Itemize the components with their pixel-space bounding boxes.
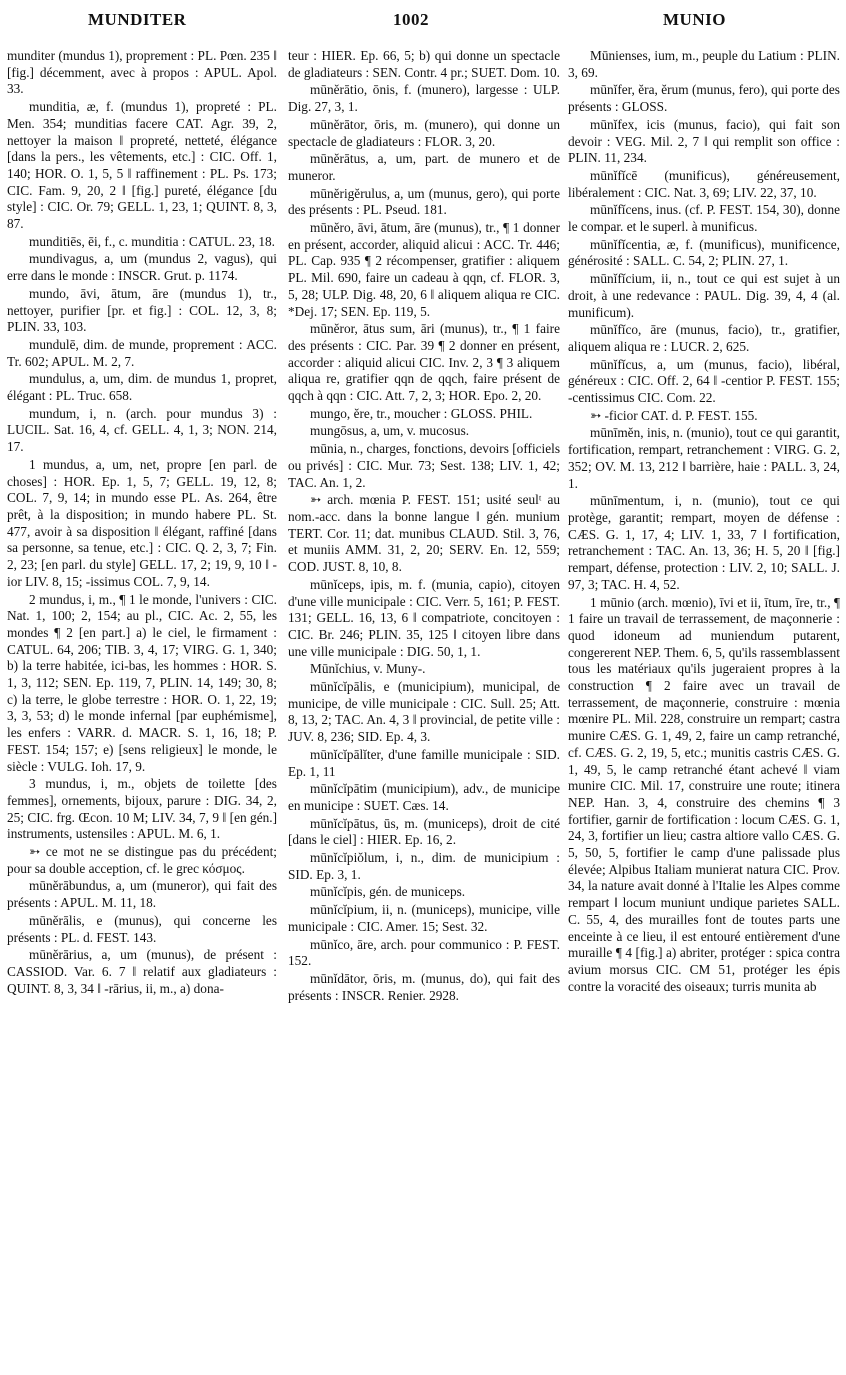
dict-entry-continued: teur : HIER. Ep. 66, 5; b) qui donne un spectacle de gladiateurs : SEN. Contr. 4 pr.; SUET. Dom. 10. bbox=[288, 48, 560, 80]
dict-entry: mūnĭfĭcentia, æ, f. (munificus), munificence, générosité : SALL. C. 54, 2; PLIN. 27, 1. bbox=[568, 236, 840, 269]
dict-entry: Mūnĭchius, v. Muny-. bbox=[310, 661, 426, 677]
dict-entry: 2 mundus, i, m., ¶ 1 le monde, l'univers : CIC. Nat. 1, 100; 2, 154; au pl., CIC. Ac. 2, 55, les mondes ¶ 2 [en part.] a) le ciel, le firmament : CATUL. 64, 206; TIB. 3, 4, 17; VIRG. G. 1, 340; b) la terre habitée, ici-bas, les hommes : HOR. S. 1, 3, 112; SEN. Ep. 119, 7, PLIN. 14, 149; 30, 8; c) la terre, le globe terrestre : HOR. O. 1, 22, 19; 3, 3, 53; d) le monde infernal [par euphémisme], les enfers : VARR. d. MACR. S. 1, 16, 18; P. FEST. 154; 157; e) [sens religieux] le monde, le siècle : VULG. Ioh. 17, 9. bbox=[7, 591, 277, 774]
dict-entry: munditiēs, ēi, f., c. munditia : CATUL. 23, 18. bbox=[29, 233, 275, 249]
page-number: 1002 bbox=[393, 10, 429, 29]
dict-entry: mūnĕro, āvi, ātum, āre (munus), tr., ¶ 1 donner en présent, accorder, aliquid alicui : ACC. Tr. 446; PL. Cap. 935 ¶ 2 récompenser, gratifier : aliquem PL. Mil. 690, faire un cadeau à qqn, cf. FLOR. 3, 5, 28; ULP. Dig. 48, 20, 6 ‖ aliquem aliqua re CIC. *Dej. 17; SEN. Ep. 119, 5. bbox=[288, 220, 560, 319]
dict-note: ➳ arch. mœnia P. FEST. 151; usité seulᵗ au nom.-acc. dans la bonne langue ‖ gén. munium TERT. Cor. 11; dat. munibus CLAUD. Stil. 3, 76, et muniis AMM. 31, 2, 20; SERV. En. 12, 559; COD. JUST. 8, 10, 8. bbox=[288, 492, 560, 575]
dict-entry: munditer (mundus 1), proprement : PL. Pœn. 235 ‖ [fig.] décemment, avec à propos : APUL. Apol. 33. bbox=[7, 48, 278, 97]
dict-entry: mūnĭdātor, ōris, m. (munus, do), qui fait des présents : INSCR. Renier. 2928. bbox=[288, 970, 560, 1003]
dict-entry: mundum, i, n. (arch. pour mundus 3) : LUCIL. Sat. 16, 4, cf. GELL. 4, 1, 3; NON. 214, 17. bbox=[7, 405, 277, 455]
dict-entry: mundo, āvi, ātum, āre (mundus 1), tr., nettoyer, purifier [pr. et fig.] : COL. 12, 3, 8; PLIN. 33, 103. bbox=[7, 285, 277, 335]
column-3 bbox=[568, 48, 840, 996]
dict-entry: mūnia, n., charges, fonctions, devoirs [officiels ou privés] : CIC. Mur. 73; Sest. 138; LIV. 1, 42; TAC. An. 1, 2. bbox=[288, 441, 560, 490]
dict-entry: mungōsus, a, um, v. mucosus. bbox=[310, 423, 470, 439]
dict-entry: mungo, ĕre, tr., moucher : GLOSS. PHIL. bbox=[310, 405, 533, 421]
dict-entry: mundulus, a, um, dim. de mundus 1, propret, élégant : PL. Truc. 658. bbox=[7, 371, 277, 404]
dict-entry: mūnĭfĭcium, ii, n., tout ce qui est sujet à un droit, à une redevance : PAUL. Dig. 39, 4, 4 (al. munificum). bbox=[568, 271, 840, 320]
dict-entry: mūnĕrigĕrulus, a, um (munus, gero), qui porte des présents : PL. Pseud. 181. bbox=[288, 185, 560, 218]
dict-entry: mundivagus, a, um (mundus 2, vagus), qui erre dans le monde : INSCR. Grut. p. 1174. bbox=[7, 251, 277, 284]
dict-entry: mūnĭcĭpis, gén. de municeps. bbox=[310, 884, 466, 900]
running-header bbox=[0, 10, 846, 38]
dict-entry: mūnĭfex, icis (munus, facio), qui fait son devoir : VEG. Mil. 2, 7 ‖ qui remplit son office : PLIN. 11, 234. bbox=[568, 116, 840, 166]
dict-entry: mūnĭfer, ĕra, ĕrum (munus, fero), qui porte des présents : GLOSS. bbox=[568, 82, 840, 115]
header-first-word: MUNDITER bbox=[88, 10, 187, 29]
dict-entry: mūnĭceps, ipis, m. f. (munia, capio), citoyen d'une ville municipale : CIC. Verr. 5, 161; P. FEST. 131; GELL. 16, 13, 6 ‖ compatriote, concitoyen : CIC. Br. 246; PLIN. 35, 125 ‖ citoyen libre dans une ville municipale : DIG. 50, 1, 1. bbox=[288, 576, 560, 659]
dict-entry: mūnĕrābundus, a, um (muneror), qui fait des présents : APUL. M. 11, 18. bbox=[7, 878, 277, 911]
header-last-word: MUNIO bbox=[663, 10, 726, 29]
dict-entry: 1 mūnio (arch. mœnio), īvi et ii, ītum, īre, tr., ¶ 1 faire un travail de terrassement, de maçonnerie : quod idoneum ad muniendum putarent, congererent NEP. Them. 6, 5, qu'ils rassemblassent tous les matériaux qu'ils jugeraient propres à la construction ¶ 2 faire avec un travail de terrassement, de maçonnerie, construire : mœnia mœnire PL. Mil. 228, construire un rempart; castra munire CÆS. G. 1, 49, 2, faire un camp retranché, cf. CÆS. G. 2, 19, 5, etc.; munitis castris CÆS. G. 1, 49, 5, le camp retranché étant achevé ‖ viam munire CIC. Mil. 17, construire une route; itinera NEP. Han. 3, 4, construire des chemins ¶ 3 fortifier, garnir de fortification : locum CÆS. G. 1, 24, 3, fortifier un lieu; castra altiore vallo CÆS. G. 5, 50, 5, fortifier le camp d'une palissade plus élevée; Alpibus Italiam munierat natura CIC. Prov. 34, la nature avait donné à l'Italie les Alpes comme rempart ‖ locum muniunt undique parietes SALL. C. 55, 4, des murailles font de toutes parts une enceinte à ce lieu, il est entouré entièrement d'une muraille ¶ 4 [fig.] a) abriter, protéger : spica contra avium morsus CIC. CM 51, protéger les épis contre la voracité des oiseaux; turris munita ab bbox=[568, 594, 840, 994]
dict-entry: mūnĕrātio, ōnis, f. (munero), largesse : ULP. Dig. 27, 3, 1. bbox=[288, 82, 560, 115]
dict-entry: mūnĭco, āre, arch. pour communico : P. FEST. 152. bbox=[288, 936, 560, 969]
dict-entry: mūnĕrātus, a, um, part. de munero et de muneror. bbox=[288, 151, 560, 183]
dict-entry: 1 mundus, a, um, net, propre [en parl. de choses] : HOR. Ep. 1, 5, 7; GELL. 19, 12, 8; COL. 7, 9, 14; in mundo esse PL. As. 264, être prêt, à la disposition; in mundo habere PL. St. 477, avoir à sa disposition ‖ élégant, raffiné [dans sa personne, sa tenue, etc.] : CIC. Q. 2, 3, 7; Fin. 2, 23; [en parl. du style] GELL. 17, 2; 19, 9, 10 ‖ -ior LIV. 8, 15; -issimus COL. 7, 9, 14. bbox=[7, 456, 277, 589]
dict-entry: 3 mundus, i, m., objets de toilette [des femmes], ornements, bijoux, parure : DIG. 34, 2, 25; CIC. frg. Œcon. 10 M; LIV. 34, 7, 9 ‖ [en gén.] instruments, ustensiles : APUL. M. 6, 1. bbox=[7, 776, 277, 842]
dict-entry: mūnĭfĭcens, inus. (cf. P. FEST. 154, 30), donne le compar. et le superl. à munificus. bbox=[568, 202, 840, 235]
dict-entry: mūnĕror, ātus sum, āri (munus), tr., ¶ 1 faire des présents : CIC. Par. 39 ¶ 2 donner en présent, accorder : aliquid alicui CIC. Inv. 2, 3 ¶ 3 aliquem aliqua re, gratifier qqn de qqch, faire présent de qqch à qqn : CIC. Att. 7, 2, 3; HOR. Epo. 2, 20. bbox=[288, 321, 560, 404]
dict-entry: mundulē, dim. de munde, proprement : ACC. Tr. 602; APUL. M. 2, 7. bbox=[7, 336, 277, 369]
dict-entry: mūnĭfĭco, āre (munus, facio), tr., gratifier, aliquem aliqua re : LUCR. 2, 625. bbox=[568, 322, 840, 354]
dict-entry: mūnĭcĭpium, ii, n. (municeps), municipe, ville municipale : CIC. Amer. 15; Sest. 32. bbox=[288, 902, 560, 934]
dict-entry: mūnĭcĭpātus, ūs, m. (municeps), droit de cité [dans le ciel] : HIER. Ep. 16, 2. bbox=[288, 815, 560, 848]
dict-entry: munditia, æ, f. (mundus 1), propreté : PL. Men. 354; munditias facere CAT. Agr. 39, 2, nettoyer la maison ‖ propreté, netteté, élégance [dans la pers., les vêtements, etc.] : CIC. Off. 1, 140; HOR. O. 1, 5, 5 ‖ raffinement : PL. Ps. 173; CIC. Fam. 9, 20, 2 ‖ [fig.] pureté, élégance [du style] : CIC. Or. 79; GELL. 1, 23, 1; QUINT. 8, 3, 87. bbox=[7, 99, 277, 232]
dict-entry: mūnĕrārius, a, um (munus), de présent : CASSIOD. Var. 6. 7 ‖ relatif aux gladiateurs : QUINT. 8, 3, 34 ‖ -rārius, ii, m., a) dona- bbox=[7, 947, 277, 996]
dict-entry: mūnĭcĭpiŏlum, i, n., dim. de municipium : SID. Ep. 3, 1. bbox=[288, 850, 560, 882]
dict-entry: mūnīmentum, i, n. (munio), tout ce qui protège, garantit; rempart, moyen de défense : CÆS. G. 1, 17, 4; LIV. 1, 33, 7 ‖ fortification, retranchement : TAC. An. 13, 36; H. 5, 20 ‖ [fig.] rempart, défense, protection : LIV. 2, 10; SALL. J. 97, 3; TAC. H. 4, 52. bbox=[568, 493, 840, 592]
column-1 bbox=[7, 48, 277, 998]
dict-entry: mūnĕrālis, e (munus), qui concerne les présents : PL. d. FEST. 143. bbox=[7, 912, 277, 945]
column-2 bbox=[288, 48, 560, 1005]
dict-note: ➳ -ficior CAT. d. P. FEST. 155. bbox=[590, 407, 758, 423]
dict-entry: mūnīmĕn, inis, n. (munio), tout ce qui garantit, fortification, rempart, retranchement : VIRG. G. 2, 352; OV. M. 13, 212 ‖ barrière, haie : PALL. 3, 24, 1. bbox=[568, 425, 840, 491]
dict-entry: mūnĭfĭcus, a, um (munus, facio), libéral, généreux : CIC. Off. 2, 64 ‖ -centior P. FEST. 155; -centissimus CIC. Com. 22. bbox=[568, 356, 840, 406]
dict-entry: mūnĭcĭpātim (municipium), adv., de municipe en municipe : SUET. Cæs. 14. bbox=[288, 781, 560, 813]
dict-entry: mūnĕrātor, ōris, m. (munero), qui donne un spectacle de gladiateurs : FLOR. 3, 20. bbox=[288, 116, 560, 149]
dict-entry: mūnĭfĭcē (munificus), généreusement, libéralement : CIC. Nat. 3, 69; LIV. 22, 37, 10. bbox=[568, 167, 840, 200]
dict-note: ➳ ce mot ne se distingue pas du précédent; pour sa double acception, cf. le grec κόσμος. bbox=[7, 844, 277, 876]
dict-entry: mūnĭcĭpālĭter, d'une famille municipale : SID. Ep. 1, 11 bbox=[288, 746, 560, 779]
dict-entry: Mūnienses, ium, m., peuple du Latium : PLIN. 3, 69. bbox=[568, 48, 840, 80]
dict-entry: mūnĭcĭpālis, e (municipium), municipal, de municipe, de ville municipale : CIC. Sull. 25; Att. 8, 13, 2; TAC. An. 4, 3 ‖ provincial, de petite ville : JUV. 8, 236; SID. Ep. 4, 3. bbox=[288, 679, 560, 745]
